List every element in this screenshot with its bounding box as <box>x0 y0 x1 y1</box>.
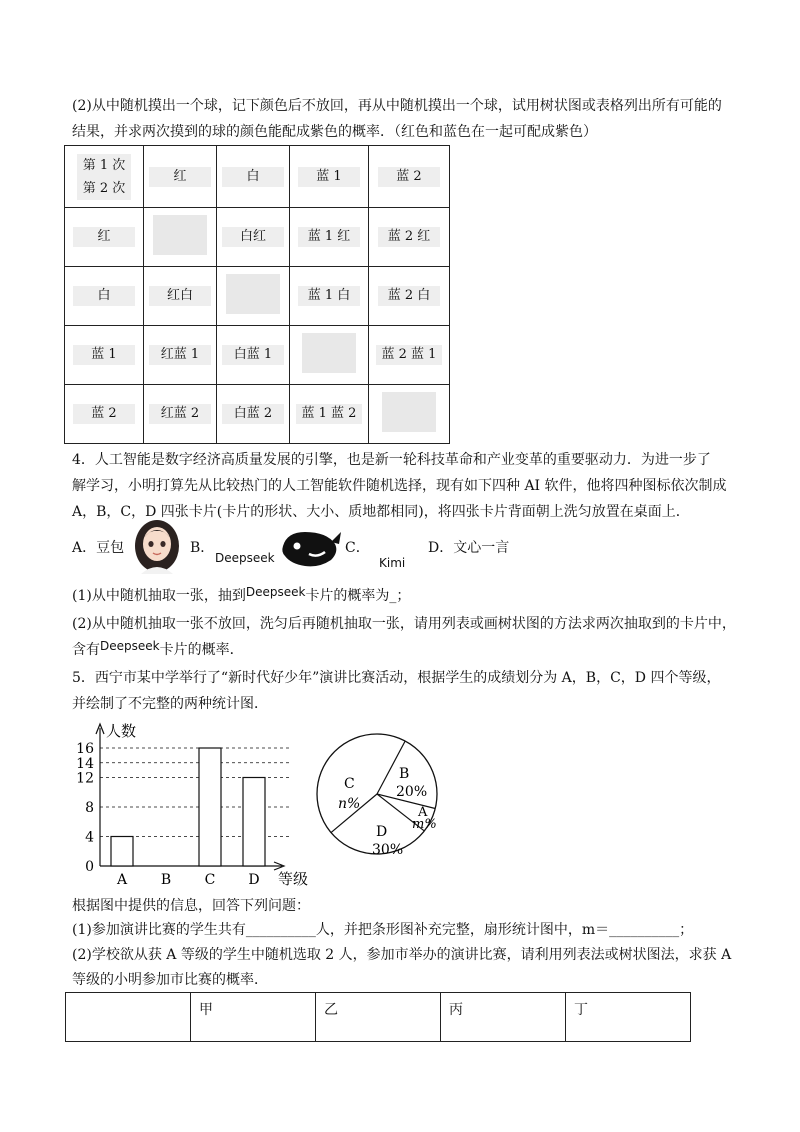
doubao-avatar-icon <box>131 516 183 576</box>
col-header-label: 红 <box>149 167 211 187</box>
q4-line1: 4．人工智能是数字经济高质量发展的引擎，也是新一轮科技革命和产业变革的重要驱动力．为进一步了 <box>72 452 711 468</box>
option-c-label: C． <box>345 540 370 556</box>
y-tick-label: 14 <box>76 755 94 772</box>
q4-part2-line2 <box>72 640 244 660</box>
pie-label-b: B <box>399 766 410 782</box>
row-header-label: 白 <box>73 286 135 306</box>
q4-part2-brand: Deepseek <box>100 639 160 653</box>
q5-part2-line2: 等级的小明参加市比赛的概率． <box>72 972 268 988</box>
q3-part2-line1: (2)从中随机摸出一个球，记下颜色后不放回，再从中随机摸出一个球，试用树状图或表格列出所有可能的 <box>72 98 722 114</box>
pie-value-d: 30% <box>372 842 404 858</box>
col-header <box>290 146 369 208</box>
q5-part2-line1: (2)学校欲从获 A 等级的学生中随机选取 2 人，参加市举办的演讲比赛，请利用列表法或树状图法，求获 A <box>72 947 732 963</box>
y-axis-label: 人数 <box>106 722 137 740</box>
cell-text: 蓝 2 红 <box>378 227 440 247</box>
cell-text: 红白 <box>149 286 211 306</box>
bar-c <box>199 748 221 866</box>
deepseek-brand-label: Deepseek <box>215 551 275 565</box>
blank-cell-shading <box>382 392 436 432</box>
q5-part1: (1)参加演讲比赛的学生共有__________人，并把条形图补充完整，扇形统计图中，m＝__________； <box>72 922 694 938</box>
table-cell <box>290 267 369 326</box>
y-tick-label: 4 <box>85 829 94 846</box>
deepseek-whale-icon <box>279 524 343 570</box>
x-category-label: C <box>204 872 216 888</box>
outcome-table <box>64 145 450 444</box>
table-cell-empty <box>369 385 450 444</box>
table-cell <box>217 326 290 385</box>
y-tick-label: 8 <box>85 800 94 816</box>
cell-text: 红蓝 2 <box>149 404 211 424</box>
q4-part2-line1: (2)从中随机抽取一张不放回，洗匀后再随机抽取一张，请用列表或画树状图的方法求两次抽取到的卡片中， <box>72 616 736 632</box>
q5-line2: 并绘制了不完整的两种统计图． <box>72 696 268 712</box>
table-corner-header <box>65 146 144 208</box>
q5-after1: 根据图中提供的信息，回答下列问题： <box>72 898 310 914</box>
row-header-label: 蓝 1 <box>73 345 135 365</box>
col-header <box>144 146 217 208</box>
pie-chart <box>312 724 452 864</box>
kimi-brand-label: Kimi <box>379 556 406 570</box>
row-header <box>65 208 144 267</box>
x-axis-label: 等级 <box>278 870 309 888</box>
bar-a <box>111 837 133 867</box>
row-header-label: 红 <box>73 227 135 247</box>
cell-text: 红蓝 1 <box>149 345 211 365</box>
table-cell <box>369 208 450 267</box>
table-cell <box>144 267 217 326</box>
bar-d <box>243 778 265 867</box>
table-header-cell <box>66 993 191 1042</box>
table-cell <box>144 385 217 444</box>
q4-part2-prefix: 含有 <box>72 642 100 658</box>
table-header-cell: 丁 <box>566 993 691 1042</box>
y-tick-label: 12 <box>76 770 94 787</box>
row-header <box>65 385 144 444</box>
pie-value-a: m% <box>412 817 437 832</box>
x-category-label: A <box>116 872 128 888</box>
q3-part2-line2: 结果，并求两次摸到的球的颜色能配成紫色的概率．（红色和蓝色在一起可配成紫色） <box>72 124 597 140</box>
pie-value-c: n% <box>338 796 361 812</box>
table-cell-empty <box>144 208 217 267</box>
table-cell <box>290 208 369 267</box>
q4-part1-brand: Deepseek <box>245 585 306 599</box>
bar-chart <box>60 718 320 890</box>
q4-part2-suffix: 卡片的概率． <box>159 642 244 658</box>
col-header-label: 蓝 1 <box>298 167 360 187</box>
col-header <box>217 146 290 208</box>
table-cell <box>217 385 290 444</box>
y-tick-label: 0 <box>85 859 94 875</box>
table-cell <box>290 385 369 444</box>
blank-cell-shading <box>153 215 207 255</box>
pie-label-d: D <box>376 824 388 840</box>
col-header <box>369 146 450 208</box>
cell-text: 白蓝 2 <box>222 404 284 424</box>
cell-text: 蓝 1 红 <box>298 227 360 247</box>
table-header-cell: 乙 <box>316 993 441 1042</box>
table-cell-empty <box>290 326 369 385</box>
col-header-label: 蓝 2 <box>378 167 440 187</box>
table-cell <box>217 208 290 267</box>
y-tick-label: 16 <box>76 741 94 757</box>
table-row <box>65 208 450 267</box>
pie-label-a: A <box>418 805 428 820</box>
q4-line3: A，B，C，D 四张卡片(卡片的形状、大小、质地都相同)，将四张卡片背面朝上洗匀放置在桌面上． <box>72 504 690 520</box>
table-row <box>65 326 450 385</box>
table-row <box>65 267 450 326</box>
option-a-label: A．豆包 <box>72 540 125 556</box>
row-header <box>65 267 144 326</box>
col-header-label: 白 <box>222 167 284 187</box>
table-cell-empty <box>217 267 290 326</box>
cell-text: 蓝 2 蓝 1 <box>376 345 443 365</box>
cell-text: 白蓝 1 <box>222 345 284 365</box>
table-header-cell: 甲 <box>191 993 316 1042</box>
q4-part1-prefix: (1)从中随机抽取一张，抽到 <box>72 588 246 604</box>
blank-cell-shading <box>226 274 280 314</box>
table-row <box>66 993 691 1042</box>
cell-text: 蓝 2 白 <box>378 286 440 306</box>
row-header-label: 蓝 2 <box>73 404 135 424</box>
cell-text: 蓝 1 蓝 2 <box>296 404 363 424</box>
option-b-label: B． <box>190 540 215 556</box>
table-cell <box>369 267 450 326</box>
table-cell <box>369 326 450 385</box>
row-header <box>65 326 144 385</box>
header-second-draw: 第 2 次 <box>77 177 132 200</box>
q4-part1-suffix: 卡片的概率为_； <box>305 588 411 604</box>
header-first-draw: 第 1 次 <box>77 154 132 177</box>
q5-table <box>65 992 691 1042</box>
q4-line2: 解学习，小明打算先从比较热门的人工智能软件随机选择，现有如下四种 AI 软件，他将四种图标依次制成 <box>72 478 727 494</box>
table-cell <box>144 326 217 385</box>
q5-line1: 5．西宁市某中学举行了“新时代好少年”演讲比赛活动，根据学生的成绩划分为 A，B，C，D 四个等级， <box>72 670 721 686</box>
pie-value-b: 20% <box>396 784 428 800</box>
blank-cell-shading <box>302 333 356 373</box>
x-category-label: D <box>248 872 260 888</box>
cell-text: 白红 <box>222 227 284 247</box>
option-d-label: D．文心一言 <box>428 540 510 556</box>
pie-label-c: C <box>344 776 355 792</box>
q4-part1 <box>72 586 410 606</box>
table-row <box>65 385 450 444</box>
table-header-cell: 丙 <box>441 993 566 1042</box>
x-category-label: B <box>160 872 172 888</box>
cell-text: 蓝 1 白 <box>298 286 360 306</box>
